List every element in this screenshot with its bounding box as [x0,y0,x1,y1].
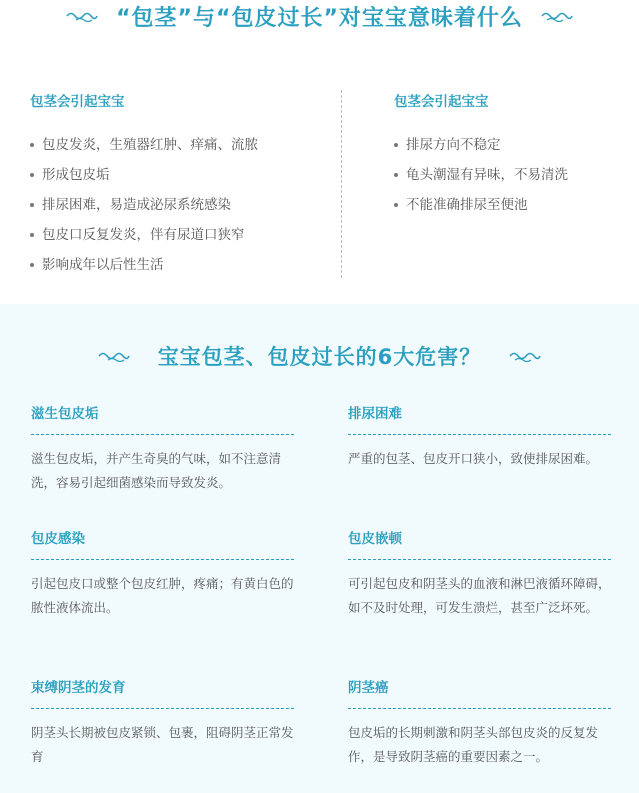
dashed-divider [31,708,294,709]
wave-decoration-icon [541,10,573,22]
right-column [394,90,624,227]
left-column [30,90,330,287]
right-column-heading: 包茎会引起宝宝 [394,94,489,110]
hazard-card [348,404,613,471]
wave-decoration-icon [509,350,541,362]
hazard-text: 严重的包茎、包皮开口狭小，致使排尿困难。 [348,451,599,466]
hazard-card [348,529,613,620]
hazard-text: 滋生包皮垢，并产生奇臭的气味，如不注意清洗，容易引起细菌感染而导致发炎。 [31,451,282,490]
top-title-row [0,0,639,32]
bullet-icon [394,173,398,177]
wave-decoration-icon [66,10,98,22]
bullet-icon [394,143,398,147]
bottom-section [0,304,639,793]
list-item-text: 影响成年以后性生活 [42,257,164,273]
hazard-title: 排尿困难 [348,406,402,422]
hazard-title: 阴茎癌 [348,680,389,696]
hazard-title: 包皮嵌顿 [348,531,402,547]
hazard-text: 引起包皮口或整个包皮红肿，疼痛；有黄白色的脓性液体流出。 [31,576,294,615]
list-item-text: 排尿方向不稳定 [406,137,501,153]
top-section [0,32,639,304]
dashed-divider [348,434,611,435]
bullet-icon [30,233,34,237]
hazard-text: 包皮垢的长期刺激和阴茎头部包皮炎的反复发作，是导致阴茎癌的重要因素之一。 [348,725,599,764]
list-item-text: 不能准确排尿至便池 [406,197,528,213]
hazard-card [31,529,296,620]
list-item-text: 排尿困难，易造成泌尿系统感染 [42,197,231,213]
left-column-heading: 包茎会引起宝宝 [30,94,125,110]
bullet-icon [30,203,34,207]
hazard-title: 束缚阴茎的发育 [31,680,126,696]
list-item [30,257,330,287]
list-item [30,227,330,257]
dashed-divider [348,559,611,560]
column-divider [341,90,342,278]
list-item-text: 包皮口反复发炎，伴有尿道口狭窄 [42,227,245,243]
list-item [394,197,624,227]
section-title-row [0,339,639,373]
dashed-divider [348,708,611,709]
list-item [394,137,624,167]
section-title: 宝宝包茎、包皮过长的6大危害？ [157,345,482,369]
list-item-text: 包皮发炎，生殖器红肿、痒痛、流脓 [42,137,258,153]
hazard-text: 可引起包皮和阴茎头的血液和淋巴液循环障碍，如不及时处理，可发生溃烂，甚至广泛坏死。 [348,576,611,615]
wave-decoration-icon [98,350,130,362]
bullet-icon [30,263,34,267]
hazard-card [348,678,613,769]
left-list [30,137,330,287]
list-item [30,137,330,167]
list-item-text: 形成包皮垢 [42,167,110,183]
dashed-divider [31,559,294,560]
bullet-icon [30,173,34,177]
list-item [30,197,330,227]
hazard-title: 包皮感染 [31,531,85,547]
hazard-card [31,678,296,769]
bullet-icon [394,203,398,207]
list-item [30,167,330,197]
hazard-text: 阴茎头长期被包皮紧锁、包裹，阻碍阴茎正常发育 [31,725,294,764]
hazard-title: 滋生包皮垢 [31,406,99,422]
list-item-text: 龟头潮湿有异味，不易清洗 [406,167,568,183]
dashed-divider [31,434,294,435]
bullet-icon [30,143,34,147]
list-item [394,167,624,197]
right-list [394,137,624,227]
page-title: “包茎”与“包皮过长”对宝宝意味着什么 [116,5,523,31]
hazard-card [31,404,296,495]
